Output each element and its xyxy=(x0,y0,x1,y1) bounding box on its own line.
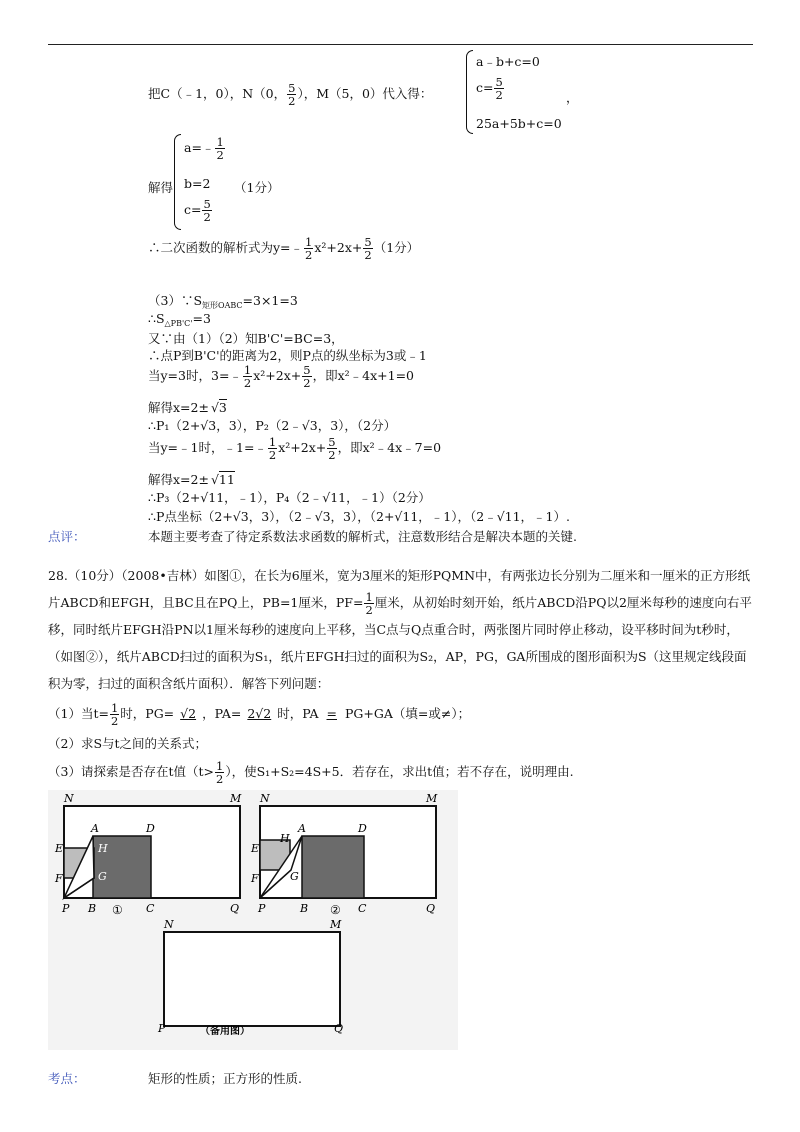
label-N-3: N xyxy=(164,918,174,931)
kaodian-label: 考点： xyxy=(48,1071,86,1086)
part3-line10: ∴P₃（2+√11，﹣1），P₄（2﹣√11，﹣1）（2分） xyxy=(148,490,431,505)
part3-line6: 解得x=2± √3 xyxy=(148,400,227,415)
label-H-2: H xyxy=(280,832,290,845)
substitute-line xyxy=(148,82,432,107)
part3-line3: 又∵由（1）（2）知B'C'=BC=3， xyxy=(148,331,344,346)
substitute-text: 把C（﹣1，0），N（0， xyxy=(148,86,287,102)
label-D-1: D xyxy=(146,822,155,835)
header-rule xyxy=(48,44,753,45)
label-E-2: E xyxy=(251,842,260,855)
label-A-2: A xyxy=(298,822,306,835)
system-brace-2 xyxy=(174,134,181,230)
sys1-line2: c= $\frac{5}{2}$ xyxy=(476,75,503,103)
n-fraction: $\frac{5}{2}$ xyxy=(288,81,296,109)
label-P-2: P xyxy=(258,902,266,915)
q28-paragraph: 28.（10分）（2008•吉林）如图①，在长为6厘米，宽为3厘米的矩形PQMN中，有两张边长分别为二厘米和一厘米的正方形纸片ABCD和EFGH，且BC且在PQ上，PB=1厘米，PF= $\frac{1}{2}$ 厘米，从初始时刻开始，纸片ABCD沿PQ以2厘米每秒的速度向右平移，同时纸片EFGH沿PN以1厘米每秒的速度向上平移，当C点与Q点重合时，两张图片同时停止移动，设平移时间为t秒时，（如图②），纸片ABCD扫过的面积为S₁，纸片EFGH扫过的面积为S₂，AP，PG，GA所围成的图形面积为S（这里规定线段面积为零，扫过的面积含纸片面积）．解答下列问题： xyxy=(48,568,752,692)
label-D-2: D xyxy=(358,822,367,835)
label-M-3: M xyxy=(330,918,342,931)
sys1-line1: a﹣b+c=0 xyxy=(476,54,540,69)
label-Q-3: Q xyxy=(334,1022,344,1035)
label-P-1: P xyxy=(62,902,70,915)
part3-line5: 当y=3时，3=﹣ $\frac{1}{2}$ x²+2x+ $\frac{5}{2}$ ，即x²﹣4x+1=0 xyxy=(148,363,415,391)
label-C-2: C xyxy=(358,902,367,915)
part3-line11: ∴P点坐标（2+√3，3），（2﹣√3，3），（2+√11，﹣1），（2﹣√11，﹣1）. xyxy=(148,509,570,524)
solve-b: b=2 xyxy=(184,176,211,191)
result-line: ∴二次函数的解析式为y=﹣ $\frac{1}{2}$ x²+2x+ $\frac{5}{2}$ （1分） xyxy=(148,235,420,263)
part3-line2: $\therefore S_{\triangle PB'C'}=3$ xyxy=(148,311,211,328)
label-G-1: G xyxy=(98,870,107,883)
label-B-2: B xyxy=(300,902,309,915)
figure-3 xyxy=(157,918,343,1037)
fig2-label: ② xyxy=(330,903,341,917)
label-A-1: A xyxy=(91,822,99,835)
label-G-2: G xyxy=(290,870,299,883)
label-P-3: P xyxy=(158,1022,166,1035)
fig3-label: （备用图） xyxy=(200,1026,250,1037)
substitute-text-2: ），M（5，0）代入得： xyxy=(297,86,433,102)
solve-points: （1分） xyxy=(234,180,280,195)
geometry-figures xyxy=(48,790,458,1050)
label-B-1: B xyxy=(88,902,97,915)
label-E-1: E xyxy=(55,842,64,855)
label-F-1: F xyxy=(55,872,63,885)
square-abcd-2 xyxy=(302,836,364,898)
figure-1 xyxy=(54,792,242,917)
label-M-2: M xyxy=(426,792,438,805)
label-H-1: H xyxy=(98,842,108,855)
part3-line1: $(3)\because S_{矩形OABC}=3\times 1=3$ xyxy=(148,293,298,310)
part3-line7: ∴P₁（2+√3，3），P₂（2﹣√3，3），（2分） xyxy=(148,418,397,433)
comment-text: 本题主要考查了待定系数法求函数的解析式，注意数形结合是解决本题的关键. xyxy=(148,529,577,544)
part3-line4: ∴点P到B'C'的距离为2，则P点的纵坐标为3或﹣1 xyxy=(148,348,427,363)
part3-line8: 当y=﹣1时，﹣1=﹣ $\frac{1}{2}$ x²+2x+ $\frac{5}{2}$ ，即x²﹣4x﹣7=0 xyxy=(148,435,442,463)
part3-line9: 解得x=2± √11 xyxy=(148,472,235,487)
label-F-2: F xyxy=(251,872,259,885)
solve-a: a=﹣ $\frac{1}{2}$ xyxy=(184,135,224,163)
rect-pqmn-3 xyxy=(164,932,340,1026)
label-Q-2: Q xyxy=(426,902,436,915)
kaodian-text: 矩形的性质；正方形的性质. xyxy=(148,1071,302,1086)
label-M-1: M xyxy=(230,792,242,805)
q28-sub1: （1）当t= $\frac{1}{2}$ 时，PG= √2 ，PA= 2√2 时，PA = PG+GA（填=或≠）； xyxy=(48,701,471,729)
q28-sub2: （2）求S与t之间的关系式； xyxy=(48,736,208,751)
sys1-line3: 25a+5b+c=0 xyxy=(476,116,562,131)
comment-label: 点评： xyxy=(48,529,86,544)
system-brace-1 xyxy=(466,50,473,134)
q28-sub3: （3）请探索是否存在t值（t> $\frac{1}{2}$ ），使S₁+S₂=4S+5．若存在，求出t值；若不存在，说明理由. xyxy=(48,759,574,787)
label-N-1: N xyxy=(64,792,74,805)
label-Q-1: Q xyxy=(230,902,240,915)
label-C-1: C xyxy=(146,902,155,915)
label-N-2: N xyxy=(260,792,270,805)
fig1-label: ① xyxy=(112,903,123,917)
solve-c: c= $\frac{5}{2}$ xyxy=(184,197,211,225)
solve-label: 解得 xyxy=(148,180,174,195)
sys1-comma: ， xyxy=(566,90,579,105)
figure-2 xyxy=(250,792,438,917)
